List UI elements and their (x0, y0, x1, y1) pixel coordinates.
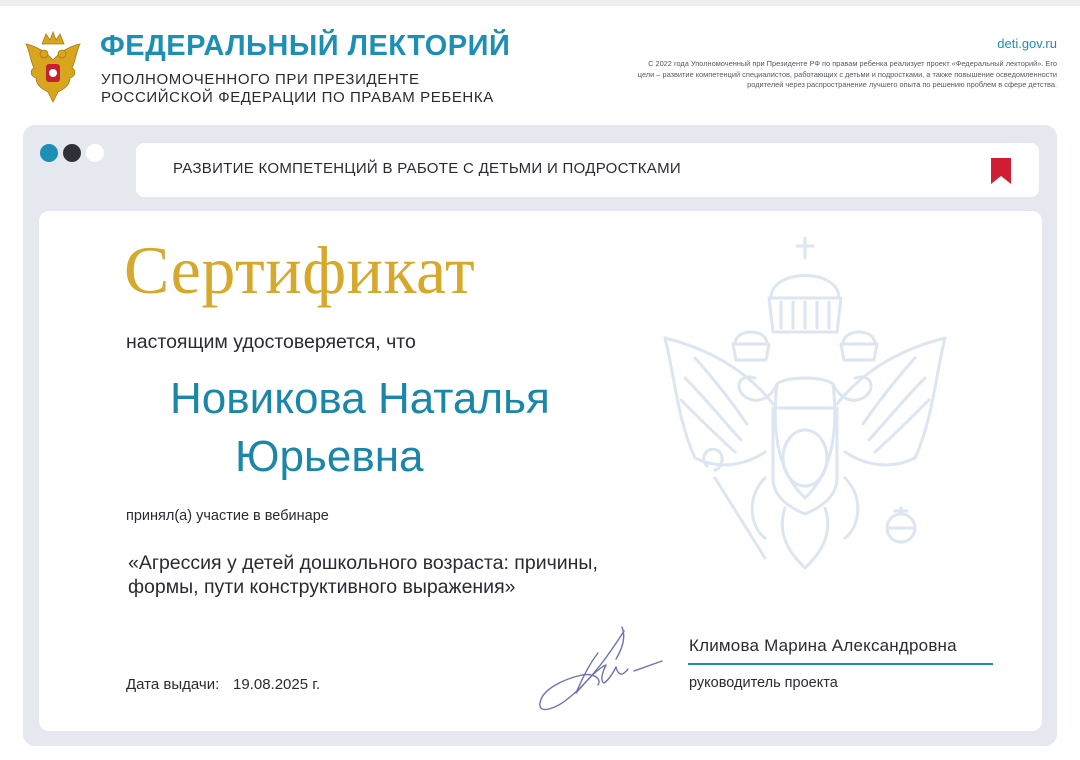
signature-image (530, 623, 670, 721)
webinar-title: «Агрессия у детей дошкольного возраста: причины, формы, пути конструктивного выражения» (128, 552, 598, 598)
project-subtitle-line: УПОЛНОМОЧЕННОГО ПРИ ПРЕЗИДЕНТЕ (101, 71, 420, 88)
issue-date-value: 19.08.2025 г. (233, 676, 321, 693)
participation-text: принял(а) участие в вебинаре (126, 508, 329, 524)
coat-of-arms-watermark-icon (655, 228, 965, 588)
issue-date-label: Дата выдачи: (126, 676, 220, 693)
signature-line (688, 663, 993, 665)
project-description: С 2022 года Уполномоченный при Президенте РФ по правам ребенка реализует проект «Федеральный лекторий». Его цели – развитие компетенций специалистов, работающих с детьми и подростками, а также повышение осведомленности родителей через распространение лучшего опыта по решению проблем в сфере детства. (637, 59, 1057, 89)
signer-name: Климова Марина Александровна (689, 636, 957, 655)
website-link[interactable]: deti.gov.ru (997, 36, 1057, 51)
project-subtitle-line: РОССИЙСКОЙ ФЕДЕРАЦИИ ПО ПРАВАМ РЕБЕНКА (101, 89, 494, 106)
signer-role: руководитель проекта (689, 675, 838, 691)
coat-of-arms-icon (22, 30, 84, 106)
course-title: РАЗВИТИЕ КОМПЕТЕНЦИЙ В РАБОТЕ С ДЕТЬМИ И ПОДРОСТКАМИ (173, 160, 681, 177)
window-dot-white (86, 144, 104, 162)
recipient-name-line2: Юрьевна (235, 432, 424, 481)
project-title: ФЕДЕРАЛЬНЫЙ ЛЕКТОРИЙ (100, 30, 511, 62)
certify-text: настоящим удостоверяется, что (126, 331, 416, 353)
project-subtitle (101, 71, 494, 107)
certificate-title: Сертификат (124, 232, 476, 308)
bookmark-icon (990, 158, 1012, 184)
recipient-name-line1: Новикова Наталья (170, 374, 550, 423)
window-dot-dark (63, 144, 81, 162)
window-dot-blue (40, 144, 58, 162)
